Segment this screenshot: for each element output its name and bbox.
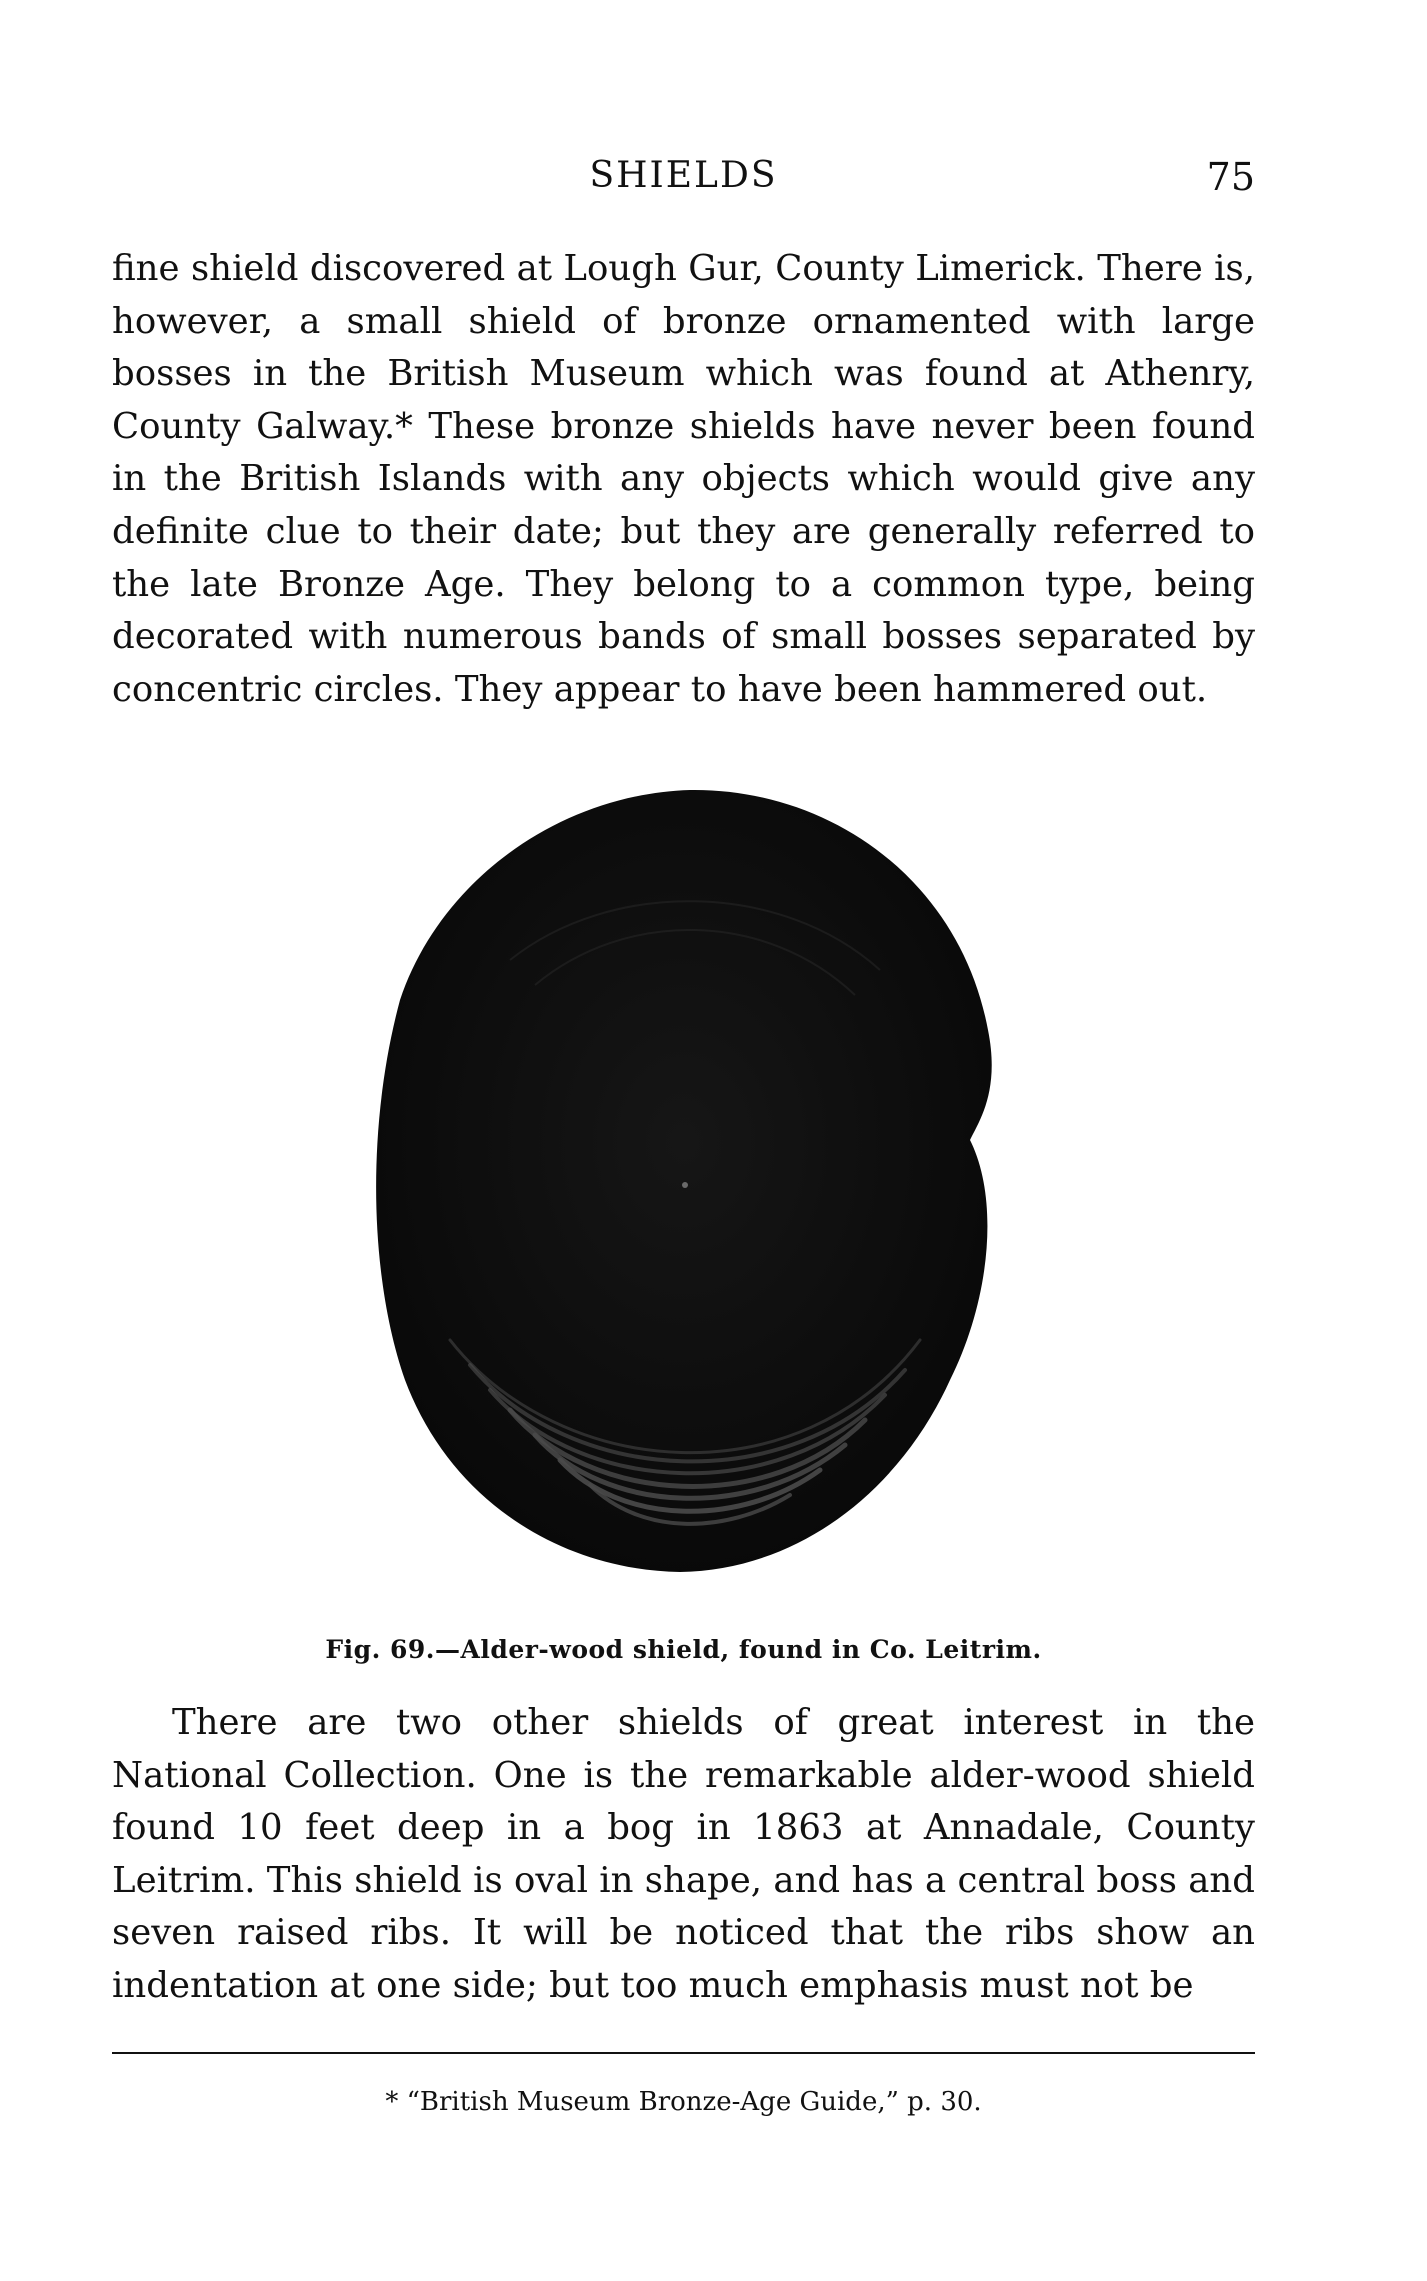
figure-caption-text: —Alder-wood shield, found in Co. Leitrim. — [434, 1635, 1042, 1664]
paragraph-1: fine shield discovered at Lough Gur, County Limerick. There is, however, a small shield of bronze ornamented with large bosses in the British Museum which was found at Athenry, County Galway.* These bronze shields have never been found in the British Islands with any objects which would give any definite clue to their date; but they are generally referred to the late Bronze Age. They belong to a common type, being decorated with numerous bands of small bosses separated by concentric circles. They appear to have been hammered out. — [112, 248, 1255, 710]
page-number: 75 — [1206, 155, 1255, 199]
central-boss — [682, 1182, 688, 1188]
shield-body — [376, 790, 992, 1572]
alder-wood-shield-image — [360, 780, 1010, 1580]
figure-caption — [112, 1635, 1255, 1664]
running-title: SHIELDS — [589, 155, 778, 196]
figure-label: Fig. 69. — [325, 1635, 435, 1664]
footnote-divider — [112, 2052, 1255, 2054]
paragraph-2: There are two other shields of great interest in the National Collection. One is the remarkable alder-wood shield found 10 feet deep in a bog in 1863 at Annadale, County Leitrim. This shield is oval in shape, and has a central boss and seven raised ribs. It will be noticed that the ribs show an indentation at one side; but too much emphasis must not be — [112, 1702, 1255, 2006]
footnote: * “British Museum Bronze-Age Guide,” p. 30. — [385, 2087, 982, 2117]
shield-figure — [360, 780, 1010, 1580]
running-head — [112, 155, 1255, 205]
